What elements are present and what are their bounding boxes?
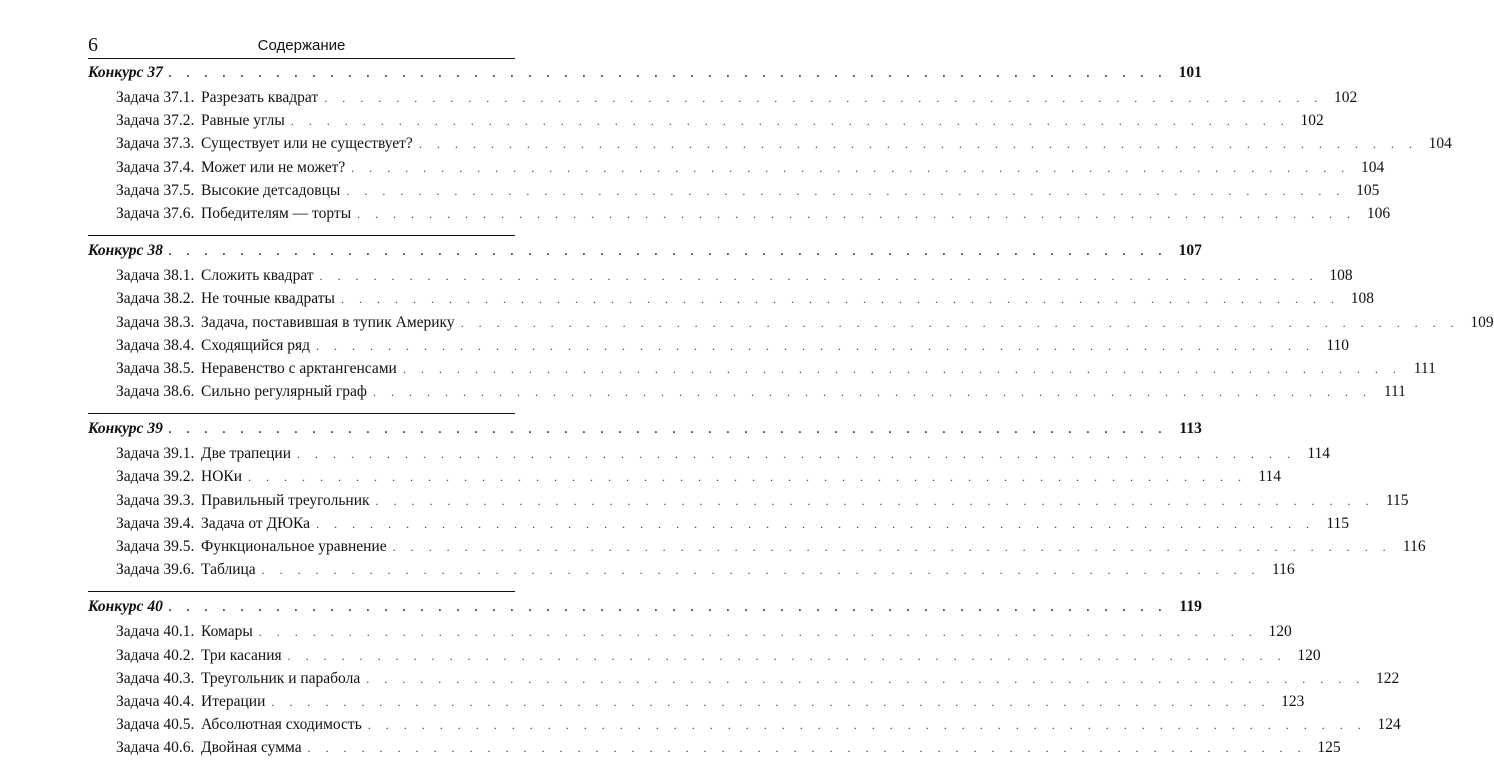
contest-title: Конкурс 38 [88, 242, 163, 260]
dot-leader: . . . . . . . . . . . . . . . . . . . . . . . . . . . . . . . . . . . . . . . . . . . . . . . . . . . . . . . . [316, 338, 1315, 353]
problem-page-number: 109 [1470, 313, 1494, 331]
problem-number: Задача 40.6. [116, 739, 195, 757]
toc-section [88, 242, 1494, 414]
contest-page-number: 113 [1179, 420, 1202, 438]
problem-title: Сложить квадрат [201, 267, 314, 285]
problem-title: НОКи [201, 468, 243, 486]
problem-title: Треугольник и парабола [201, 669, 361, 687]
problem-title: Итерации [201, 692, 266, 710]
problem-page-number: 115 [1326, 514, 1350, 532]
toc-problem-entry[interactable] [88, 692, 1305, 716]
problem-number: Задача 37.4. [116, 158, 195, 176]
page-number: 6 [88, 34, 98, 56]
dot-leader: . . . . . . . . . . . . . . . . . . . . . . . . . . . . . . . . . . . . . . . . . . . . . . . . . . . . . . . . [340, 292, 1340, 307]
dot-leader: . . . . . . . . . . . . . . . . . . . . . . . . . . . . . . . . . . . . . . . . . . . . . . . . . . . . . . . . [297, 447, 1297, 462]
toc-problem-entry[interactable] [88, 204, 1391, 228]
problem-title: Существует или не существует? [201, 135, 413, 153]
problem-number: Задача 39.2. [116, 468, 195, 486]
problem-number: Задача 39.6. [116, 561, 195, 579]
problem-number: Задача 40.2. [116, 646, 195, 664]
contest-page-number: 107 [1178, 242, 1202, 260]
toc-problem-entry[interactable] [88, 561, 1295, 584]
toc-problem-entry[interactable] [88, 313, 1494, 337]
problem-number: Задача 39.4. [116, 514, 195, 532]
problem-page-number: 102 [1300, 112, 1324, 130]
toc-problem-entry[interactable] [88, 739, 1341, 762]
problem-number: Задача 39.5. [116, 538, 195, 555]
toc-problem-entry[interactable] [88, 112, 1324, 135]
problem-title: Две трапеции [201, 445, 292, 463]
contest-title: Конкурс 39 [88, 420, 163, 438]
problem-page-number: 111 [1413, 359, 1436, 377]
problem-page-number: 116 [1271, 561, 1295, 579]
problem-number: Задача 39.3. [116, 491, 195, 509]
problem-title: Комары [201, 623, 253, 641]
toc-problem-entry[interactable] [88, 290, 1374, 313]
problem-title: Абсолютная сходимость [201, 716, 362, 734]
dot-leader: . . . . . . . . . . . . . . . . . . . . . . . . . . . . . . . . . . . . . . . . . . . . . . . . . . . . . . . . [351, 160, 1351, 175]
toc-problem-entry[interactable] [88, 623, 1292, 646]
dot-leader: . . . . . . . . . . . . . . . . . . . . . . . . . . . . . . . . . . . . . . . . . . . . . . . . . . . . . . . . [261, 563, 1261, 578]
page-header [88, 34, 515, 59]
dot-leader: . . . . . . . . . . . . . . . . . . . . . . . . . . . . . . . . . . . . . . . . . . . . . . . . . . . . . . . . [290, 114, 1290, 129]
problem-title: Задача от ДЮКа [201, 514, 311, 532]
running-title: Содержание [257, 37, 346, 54]
toc-contest-entry[interactable] [88, 64, 1202, 89]
dot-leader: . . . . . . . . . . . . . . . . . . . . . . . . . . . . . . . . . . . . . . . . . . . . . . . . . . . . . . . . [168, 66, 1168, 80]
contest-title: Конкурс 40 [88, 598, 163, 616]
toc-section [88, 598, 1401, 769]
dot-leader: . . . . . . . . . . . . . . . . . . . . . . . . . . . . . . . . . . . . . . . . . . . . . . . . . . . . . . . . [372, 385, 1372, 400]
problem-page-number: 123 [1281, 692, 1305, 710]
toc-contest-entry[interactable] [88, 242, 1202, 267]
dot-leader: . . . . . . . . . . . . . . . . . . . . . . . . . . . . . . . . . . . . . . . . . . . . . . . . . . . . . . . . [346, 183, 1346, 198]
contest-title: Конкурс 37 [88, 64, 163, 81]
problem-number: Задача 37.5. [116, 181, 195, 199]
problem-title: Может или не может? [201, 158, 346, 176]
toc-problem-entry[interactable] [88, 491, 1409, 515]
dot-leader: . . . . . . . . . . . . . . . . . . . . . . . . . . . . . . . . . . . . . . . . . . . . . . . . . . . . . . . . [460, 315, 1460, 330]
toc-contest-entry[interactable] [88, 598, 1202, 623]
dot-leader: . . . . . . . . . . . . . . . . . . . . . . . . . . . . . . . . . . . . . . . . . . . . . . . . . . . . . . . . [258, 625, 1258, 640]
problem-number: Задача 38.1. [116, 267, 195, 285]
problem-number: Задача 37.3. [116, 135, 195, 153]
problem-number: Задача 37.2. [116, 112, 195, 130]
problem-page-number: 114 [1258, 468, 1282, 486]
problem-title: Три касания [201, 646, 282, 664]
dot-leader: . . . . . . . . . . . . . . . . . . . . . . . . . . . . . . . . . . . . . . . . . . . . . . . . . . . . . . . . [168, 600, 1168, 615]
toc-problem-entry[interactable] [88, 158, 1385, 182]
toc-problem-entry[interactable] [88, 514, 1350, 538]
problem-title: Разрезать квадрат [201, 89, 319, 106]
problem-page-number: 105 [1356, 181, 1380, 199]
toc-section [88, 420, 1426, 592]
toc-problem-entry[interactable] [88, 383, 1406, 406]
problem-title: Равные углы [201, 112, 285, 130]
dot-leader: . . . . . . . . . . . . . . . . . . . . . . . . . . . . . . . . . . . . . . . . . . . . . . . . . . . . . . . . [271, 694, 1271, 709]
problem-number: Задача 39.1. [116, 445, 195, 463]
dot-leader: . . . . . . . . . . . . . . . . . . . . . . . . . . . . . . . . . . . . . . . . . . . . . . . . . . . . . . . . [392, 540, 1392, 554]
dot-leader: . . . . . . . . . . . . . . . . . . . . . . . . . . . . . . . . . . . . . . . . . . . . . . . . . . . . . . . . [418, 137, 1418, 152]
problem-title: Правильный треугольник [201, 491, 370, 509]
dot-leader: . . . . . . . . . . . . . . . . . . . . . . . . . . . . . . . . . . . . . . . . . . . . . . . . . . . . . . . . [168, 422, 1168, 437]
problem-title: Функциональное уравнение [201, 538, 387, 555]
toc-section [88, 64, 1452, 236]
problem-title: Двойная сумма [201, 739, 302, 757]
problem-number: Задача 38.3. [116, 313, 195, 331]
dot-leader: . . . . . . . . . . . . . . . . . . . . . . . . . . . . . . . . . . . . . . . . . . . . . . . . . . . . . . . . [319, 269, 1319, 284]
problem-title: Не точные квадраты [201, 290, 335, 308]
toc-problem-entry[interactable] [88, 336, 1349, 360]
toc-problem-entry[interactable] [88, 445, 1331, 468]
problem-number: Задача 40.3. [116, 669, 195, 687]
problem-number: Задача 38.5. [116, 359, 195, 377]
contest-page-number: 101 [1178, 64, 1202, 81]
toc-problem-entry[interactable] [88, 468, 1282, 491]
problem-title: Задача, поставившая в тупик Америку [201, 313, 455, 331]
dot-leader: . . . . . . . . . . . . . . . . . . . . . . . . . . . . . . . . . . . . . . . . . . . . . . . . . . . . . . . . [367, 718, 1367, 733]
toc-problem-entry[interactable] [88, 135, 1452, 158]
problem-page-number: 124 [1377, 716, 1401, 734]
problem-number: Задача 37.1. [116, 89, 195, 106]
toc-problem-entry[interactable] [88, 359, 1436, 383]
problem-page-number: 111 [1383, 383, 1406, 401]
toc-problem-entry[interactable] [88, 181, 1380, 205]
problem-title: Победителям — торты [201, 204, 352, 222]
problem-page-number: 120 [1297, 646, 1321, 664]
toc-problem-entry[interactable] [88, 716, 1401, 739]
dot-leader: . . . . . . . . . . . . . . . . . . . . . . . . . . . . . . . . . . . . . . . . . . . . . . . . . . . . . . . . [248, 470, 1248, 485]
problem-title: Неравенство с арктангенсами [201, 359, 397, 377]
problem-page-number: 120 [1268, 623, 1292, 641]
dot-leader: . . . . . . . . . . . . . . . . . . . . . . . . . . . . . . . . . . . . . . . . . . . . . . . . . . . . . . . . [168, 244, 1168, 259]
dot-leader: . . . . . . . . . . . . . . . . . . . . . . . . . . . . . . . . . . . . . . . . . . . . . . . . . . . . . . . . [375, 493, 1375, 508]
toc-problem-entry[interactable] [88, 89, 1358, 112]
toc-problem-entry[interactable] [88, 669, 1400, 693]
problem-page-number: 122 [1375, 669, 1400, 687]
problem-page-number: 115 [1385, 491, 1409, 509]
dot-leader: . . . . . . . . . . . . . . . . . . . . . . . . . . . . . . . . . . . . . . . . . . . . . . . . . . . . . . . . [402, 361, 1402, 376]
toc-problem-entry[interactable] [88, 538, 1426, 561]
toc-problem-entry[interactable] [88, 267, 1353, 290]
problem-number: Задача 38.4. [116, 336, 195, 354]
problem-page-number: 108 [1350, 290, 1374, 308]
problem-title: Высокие детсадовцы [201, 181, 341, 199]
contest-page-number: 119 [1179, 598, 1202, 616]
table-of-contents [88, 64, 1494, 776]
problem-page-number: 125 [1317, 739, 1341, 757]
problem-number: Задача 38.6. [116, 383, 195, 401]
dot-leader: . . . . . . . . . . . . . . . . . . . . . . . . . . . . . . . . . . . . . . . . . . . . . . . . . . . . . . . . [357, 206, 1357, 221]
toc-problem-entry[interactable] [88, 646, 1321, 670]
dot-leader: . . . . . . . . . . . . . . . . . . . . . . . . . . . . . . . . . . . . . . . . . . . . . . . . . . . . . . . . [324, 91, 1324, 105]
dot-leader: . . . . . . . . . . . . . . . . . . . . . . . . . . . . . . . . . . . . . . . . . . . . . . . . . . . . . . . . [316, 516, 1316, 531]
problem-page-number: 102 [1333, 89, 1358, 106]
dot-leader: . . . . . . . . . . . . . . . . . . . . . . . . . . . . . . . . . . . . . . . . . . . . . . . . . . . . . . . . [307, 741, 1307, 756]
problem-title: Таблица [201, 561, 256, 579]
problem-page-number: 104 [1428, 135, 1452, 153]
problem-page-number: 104 [1361, 158, 1385, 176]
toc-contest-entry[interactable] [88, 420, 1202, 445]
problem-number: Задача 40.4. [116, 692, 195, 710]
problem-page-number: 116 [1402, 538, 1426, 555]
problem-page-number: 114 [1307, 445, 1331, 463]
problem-number: Задача 40.1. [116, 623, 195, 641]
dot-leader: . . . . . . . . . . . . . . . . . . . . . . . . . . . . . . . . . . . . . . . . . . . . . . . . . . . . . . . . [366, 671, 1366, 686]
problem-number: Задача 37.6. [116, 204, 195, 222]
problem-page-number: 110 [1326, 336, 1349, 354]
problem-number: Задача 38.2. [116, 290, 195, 308]
problem-page-number: 108 [1329, 267, 1353, 285]
problem-number: Задача 40.5. [116, 716, 195, 734]
problem-title: Сильно регулярный граф [201, 383, 367, 401]
problem-page-number: 106 [1366, 204, 1391, 222]
dot-leader: . . . . . . . . . . . . . . . . . . . . . . . . . . . . . . . . . . . . . . . . . . . . . . . . . . . . . . . . [287, 648, 1287, 663]
problem-title: Сходящийся ряд [201, 336, 310, 354]
